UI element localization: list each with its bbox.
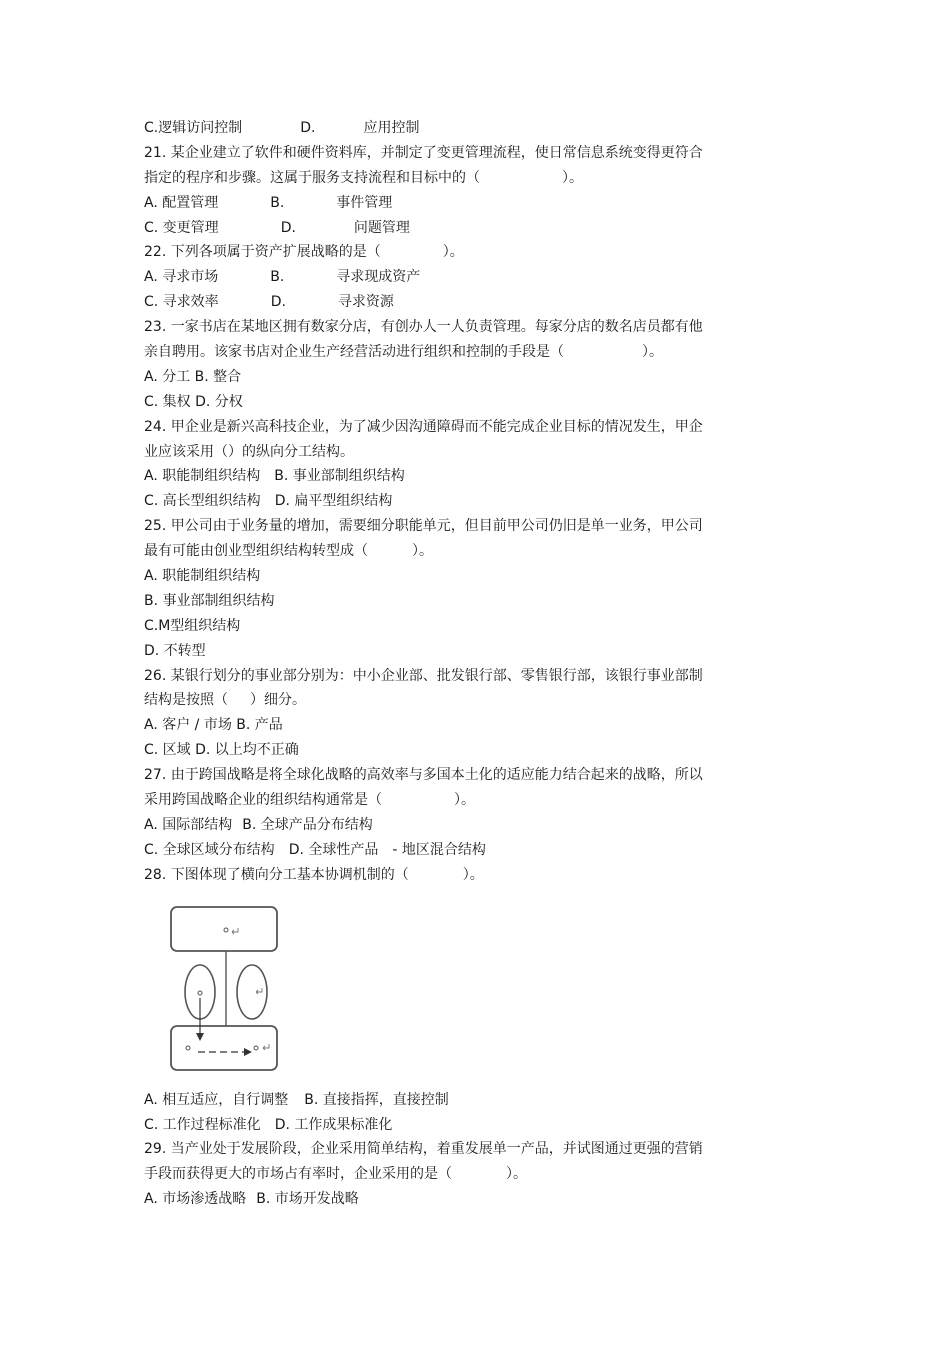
text-line bbox=[144, 863, 744, 888]
text-line bbox=[144, 788, 744, 813]
text-line bbox=[144, 1137, 744, 1162]
text-segment: ）细分。 bbox=[250, 692, 306, 709]
text-line bbox=[144, 813, 744, 838]
text-line bbox=[144, 216, 744, 241]
text-line bbox=[144, 464, 744, 489]
text-segment: 采用跨国战略企业的组织结构通常是（ bbox=[144, 792, 382, 809]
text-block-after-figure bbox=[144, 1088, 744, 1212]
text-segment: A. 分工 B. 整合 bbox=[144, 368, 242, 385]
text-segment: 业应该采用（）的纵向分工结构。 bbox=[144, 443, 354, 460]
text-segment: D. 工作成果标准化 bbox=[274, 1116, 393, 1133]
text-segment: B. 直接指挥，直接控制 bbox=[304, 1091, 449, 1108]
text-segment: A. 配置管理 bbox=[144, 194, 219, 211]
text-line bbox=[144, 688, 744, 713]
text-line bbox=[144, 116, 744, 141]
text-segment: D. bbox=[280, 219, 296, 236]
text-line bbox=[144, 1113, 744, 1138]
text-segment: D. 不转型 bbox=[144, 642, 206, 659]
text-segment: 指定的程序和步骤。这属于服务支持流程和目标中的（ bbox=[144, 169, 480, 186]
text-line bbox=[144, 390, 744, 415]
text-line bbox=[144, 415, 744, 440]
text-segment: C. 高长型组织结构 bbox=[144, 493, 261, 510]
text-segment: B. 全球产品分布结构 bbox=[242, 816, 373, 833]
bottom-box-dot-right bbox=[254, 1046, 258, 1050]
text-segment: 29. 当产业处于发展阶段，企业采用简单结构，着重发展单一产品，并试图通过更强的营销 bbox=[144, 1141, 703, 1158]
text-line bbox=[144, 589, 744, 614]
text-line bbox=[144, 365, 744, 390]
text-line bbox=[144, 290, 744, 315]
right-ellipse-return-mark bbox=[256, 988, 262, 994]
bottom-box bbox=[171, 1026, 277, 1070]
text-segment: 手段而获得更大的市场占有率时，企业采用的是（ bbox=[144, 1166, 452, 1183]
text-segment: 22. 下列各项属于资产扩展战略的是（ bbox=[144, 244, 381, 261]
text-line bbox=[144, 664, 744, 689]
text-line bbox=[144, 539, 744, 564]
text-segment: D. 全球性产品 bbox=[288, 841, 379, 858]
text-line bbox=[144, 489, 744, 514]
text-segment: ）。 bbox=[462, 866, 484, 883]
top-box-return-mark bbox=[232, 928, 238, 934]
text-segment: 问题管理 bbox=[353, 219, 410, 236]
text-segment: 寻求资源 bbox=[337, 294, 394, 311]
text-segment: D. bbox=[300, 120, 316, 136]
bottom-box-dot-left bbox=[186, 1046, 190, 1050]
text-line bbox=[144, 1187, 744, 1212]
text-line bbox=[144, 440, 744, 465]
text-segment: A. 市场渗透战略 bbox=[144, 1191, 247, 1208]
text-segment: 28. 下图体现了横向分工基本协调机制的（ bbox=[144, 866, 409, 883]
text-segment: ）。 bbox=[442, 244, 464, 261]
text-segment: C. 变更管理 bbox=[144, 219, 219, 236]
text-segment: 最有可能由创业型组织结构转型成（ bbox=[144, 543, 368, 560]
text-segment: 结构是按照（ bbox=[144, 692, 228, 709]
text-segment: - 地区混合结构 bbox=[392, 841, 486, 858]
text-segment: C. 全球区域分布结构 bbox=[144, 841, 275, 858]
text-segment: 21. 某企业建立了软件和硬件资料库，并制定了变更管理流程，使日常信息系统变得更符合 bbox=[144, 144, 703, 161]
text-segment: A. 职能制组织结构 bbox=[144, 568, 261, 585]
text-segment: A. 国际部结构 bbox=[144, 816, 233, 833]
text-segment: ）。 bbox=[642, 344, 663, 361]
top-box-dot bbox=[224, 928, 228, 932]
text-segment: 26. 某银行划分的事业部分别为：中小企业部、批发银行部、零售银行部，该银行事业部制 bbox=[144, 667, 703, 684]
horizontal-arrowhead bbox=[244, 1048, 252, 1056]
text-line bbox=[144, 564, 744, 589]
coordination-diagram-svg bbox=[166, 902, 306, 1082]
text-segment: 事件管理 bbox=[336, 194, 393, 211]
text-line bbox=[144, 614, 744, 639]
text-segment: 24. 甲企业是新兴高科技企业，为了减少因沟通障碍而不能完成企业目标的情况发生，甲企 bbox=[144, 418, 703, 435]
text-line bbox=[144, 639, 744, 664]
text-segment: ）。 bbox=[454, 792, 475, 809]
text-segment: D. 扁平型组织结构 bbox=[274, 493, 393, 510]
text-line bbox=[144, 240, 744, 265]
text-line bbox=[144, 713, 744, 738]
text-segment: C. 寻求效率 bbox=[144, 294, 219, 311]
text-line bbox=[144, 191, 744, 216]
text-segment: B. 事业部制组织结构 bbox=[144, 592, 275, 609]
text-segment: 应用控制 bbox=[363, 120, 420, 136]
text-segment: C.M型组织结构 bbox=[144, 617, 241, 634]
document-page bbox=[144, 116, 744, 1212]
text-segment: D. bbox=[270, 294, 286, 311]
text-segment: B. 事业部制组织结构 bbox=[274, 468, 405, 485]
text-line bbox=[144, 738, 744, 763]
text-segment: 25. 甲公司由于业务量的增加，需要细分职能单元，但目前甲公司仍旧是单一业务，甲公司 bbox=[144, 518, 703, 535]
text-segment: ）。 bbox=[506, 1166, 527, 1183]
text-segment: A. 相互适应，自行调整 bbox=[144, 1091, 289, 1108]
text-segment: ）。 bbox=[412, 543, 433, 560]
text-segment: A. 客户 / 市场 B. 产品 bbox=[144, 717, 283, 734]
text-line bbox=[144, 1088, 744, 1113]
bottom-box-return-mark bbox=[263, 1044, 269, 1050]
text-segment: B. bbox=[270, 269, 285, 286]
text-segment: A. 职能制组织结构 bbox=[144, 468, 261, 485]
right-ellipse bbox=[237, 965, 267, 1019]
text-segment: A. 寻求市场 bbox=[144, 269, 219, 286]
text-segment: 亲自聘用。该家书店对企业生产经营活动进行组织和控制的手段是（ bbox=[144, 344, 564, 361]
text-segment: C.逻辑访问控制 bbox=[144, 120, 243, 136]
downward-arrowhead bbox=[196, 1033, 204, 1041]
text-segment: 27. 由于跨国战略是将全球化战略的高效率与多国本土化的适应能力结合起来的战略，所以 bbox=[144, 767, 703, 784]
text-segment: C. 区域 D. 以上均不正确 bbox=[144, 742, 299, 759]
text-segment: B. bbox=[270, 194, 285, 211]
text-line bbox=[144, 838, 744, 863]
text-line bbox=[144, 340, 744, 365]
text-line bbox=[144, 763, 744, 788]
text-segment: B. 市场开发战略 bbox=[256, 1191, 359, 1208]
text-segment: C. 工作过程标准化 bbox=[144, 1116, 261, 1133]
text-block-before-figure bbox=[144, 116, 744, 888]
text-segment: ）。 bbox=[562, 169, 583, 186]
text-segment: 寻求现成资产 bbox=[336, 269, 421, 286]
text-line bbox=[144, 141, 744, 166]
coordination-diagram bbox=[144, 888, 744, 1088]
text-line bbox=[144, 315, 744, 340]
text-line bbox=[144, 514, 744, 539]
left-ellipse-dot bbox=[198, 991, 202, 995]
text-segment: 23. 一家书店在某地区拥有数家分店，有创办人一人负责管理。每家分店的数名店员都有他 bbox=[144, 319, 703, 336]
text-line bbox=[144, 265, 744, 290]
text-line bbox=[144, 166, 744, 191]
text-segment: C. 集权 D. 分权 bbox=[144, 393, 243, 410]
text-line bbox=[144, 1162, 744, 1187]
